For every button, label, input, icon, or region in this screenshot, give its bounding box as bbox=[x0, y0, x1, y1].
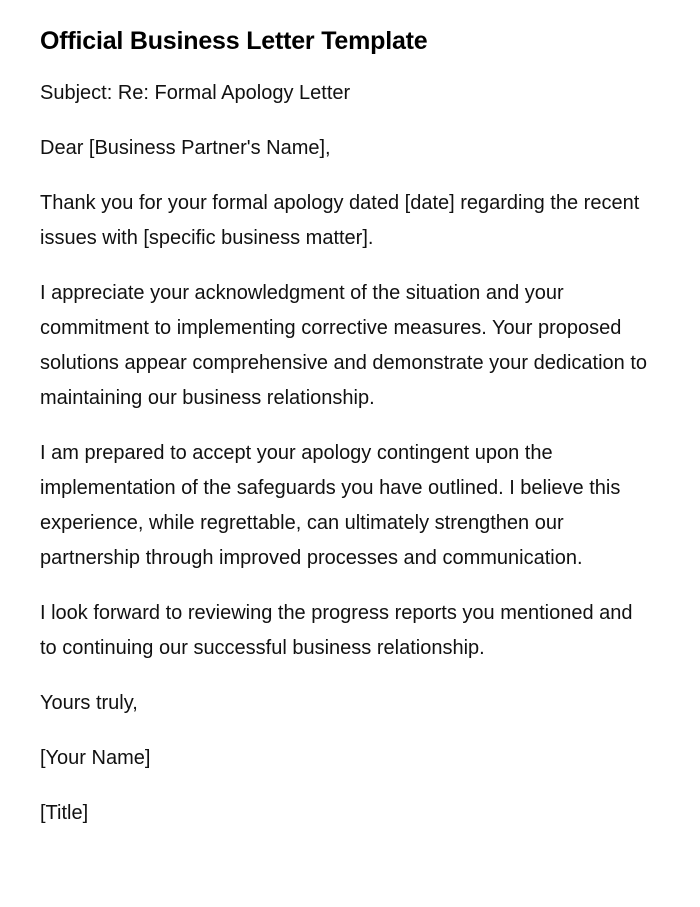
salutation: Dear [Business Partner's Name], bbox=[40, 137, 331, 159]
signature-title: [Title] bbox=[40, 802, 89, 824]
closing: Yours truly, bbox=[40, 692, 138, 714]
body-paragraph-2: I appreciate your acknowledgment of the situation and your commitment to implementing corrective measures. Your proposed solutions appear comprehensive and demonstrate your dedication to maintaining our business relationship. bbox=[40, 282, 648, 409]
body-paragraph-4: I look forward to reviewing the progress reports you mentioned and to continuing our successful business relationship. bbox=[40, 602, 633, 659]
body-paragraph-3: I am prepared to accept your apology contingent upon the implementation of the safeguards you have outlined. I believe this experience, while regrettable, can ultimately strengthen our partnership through improved processes and communication. bbox=[40, 442, 621, 569]
subject-line: Subject: Re: Formal Apology Letter bbox=[40, 82, 351, 104]
body-paragraph-1: Thank you for your formal apology dated [date] regarding the recent issues with [specific business matter]. bbox=[40, 192, 640, 249]
letter-document bbox=[40, 22, 650, 851]
document-title: Official Business Letter Template bbox=[40, 27, 428, 55]
signature-name: [Your Name] bbox=[40, 747, 151, 769]
